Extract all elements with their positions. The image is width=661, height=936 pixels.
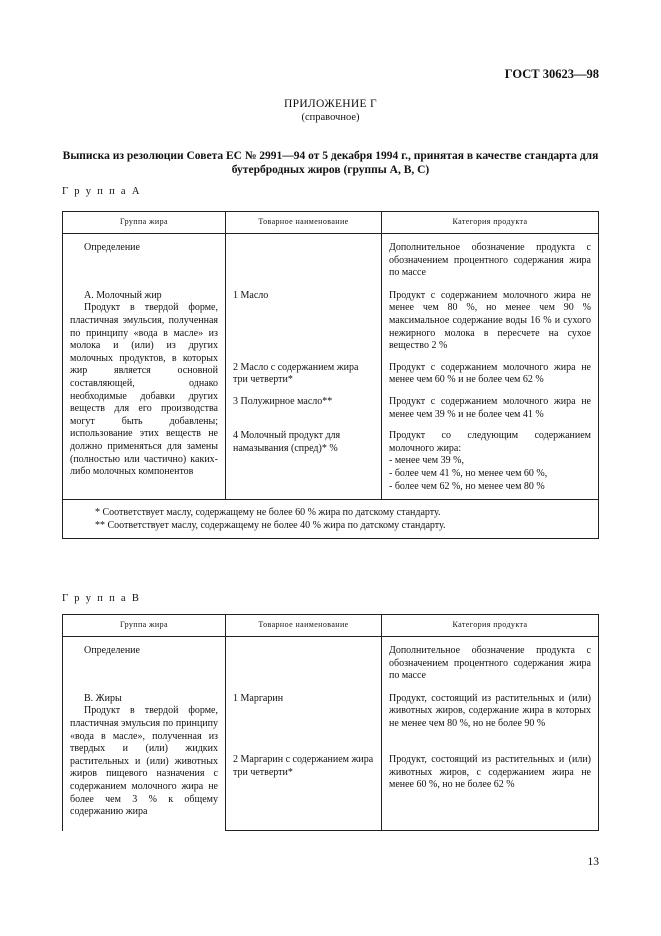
product-name: 2 Масло с содержанием жира три четверти* [226,353,382,387]
footnotes-row [63,500,599,539]
product-name: 1 Маргарин [226,683,382,745]
col-header-trade-name: Товарное наименование [226,212,382,234]
table-row [63,234,599,280]
col-header-fat-group: Группа жира [63,615,226,637]
list-item: - более чем 41 %, но менее чем 60 %, [389,467,548,479]
footnote: * Соответствует маслу, содержащему не более 60 % жира по датскому стандарту. [95,507,441,519]
document-title: Выписка из резолюции Совета ЕС № 2991—94 от 5 декабря 1994 г., принятая в качестве стандарта для бутербродных жиров (группы А, В, С) [62,150,599,176]
col-header-product-category: Категория продукта [382,615,599,637]
table-header-row [63,212,599,234]
table-header-row [63,615,599,637]
product-desc: Продукт с содержанием молочного жира не менее чем 60 % и не более чем 62 % [382,353,599,387]
definition-desc: Дополнительное обозначение продукта с обозначением процентного содержания жира по массе [382,637,599,683]
fat-group-desc: Продукт в твердой форме, пластичная эмульсия, полученная по принципу «вода в масле» из молока и (или) из других молочных продуктов, в которых жир является основной составляющей, однако необходимые добавки других веществ для его производства могут быть добавлены; использование этих веществ не должно применяться для замены (полностью или частично) каких-либо молочных компонентов [70,302,218,478]
footnotes [63,500,599,539]
col-header-trade-name: Товарное наименование [226,615,382,637]
col-header-fat-group: Группа жира [63,212,226,234]
fat-group-cell [63,683,226,831]
table-row [63,280,599,353]
definition-label: Определение [63,234,226,280]
product-name: 3 Полужирное масло** [226,387,382,421]
list-item: - менее чем 39 %, [389,455,464,467]
product-desc-intro: Продукт со следующим содержанием молочного жира: [389,430,591,454]
page-number: 13 [587,856,599,868]
col-header-product-category: Категория продукта [382,212,599,234]
fat-group-cell [63,280,226,500]
product-desc: Продукт, состоящий из растительных и (или) животных жиров, с содержанием жира не менее 60 %, но не более 62 % [382,745,599,831]
table-row [63,637,599,683]
fat-group-name: А. Молочный жир [84,289,162,301]
group-a-label: Г р у п п а А [62,186,142,197]
product-desc: Продукт, состоящий из растительных и (или) животных жиров, содержание жира в которых не менее чем 80 %, но не более 90 % [382,683,599,745]
product-name: 1 Масло [226,280,382,353]
fat-group-desc: Продукт в твердой форме, пластичная эмульсия по принципу «вода в масле», полученная из твердых и (или) жидких растительных и (или) животных жиров пищевого назначения с содержанием молочного жира не более чем 3 % к общему содержанию жира [70,705,218,818]
product-desc: Продукт с содержанием молочного жира не менее чем 39 % и не более чем 41 % [382,387,599,421]
fat-group-name: В. Жиры [84,692,122,704]
empty-cell [226,637,382,683]
group-b-table [62,614,599,831]
product-desc: Продукт с содержанием молочного жира не менее чем 80 %, но менее чем 90 % максимальное содержание воды 16 % и сухого нежирного молока в пересчете на сухое вещество 2 % [382,280,599,353]
product-desc [382,421,599,499]
group-a-table [62,211,599,539]
list-item: - более чем 62 %, но менее чем 80 % [389,480,545,492]
footnote: ** Соответствует маслу, содержащему не более 40 % жира по датскому стандарту. [95,520,446,532]
table-row [63,683,599,745]
definition-desc: Дополнительное обозначение продукта с обозначением процентного содержания жира по массе [382,234,599,280]
annex-subtitle: (справочное) [301,112,360,123]
product-name: 2 Маргарин с содержанием жира три четверти* [226,745,382,831]
empty-cell [226,234,382,280]
product-name: 4 Молочный продукт для намазывания (спред)* % [226,421,382,499]
group-b-label: Г р у п п а В [62,593,141,604]
standard-number: ГОСТ 30623—98 [504,67,599,81]
annex-title: ПРИЛОЖЕНИЕ Г [284,98,377,110]
definition-label: Определение [63,637,226,683]
